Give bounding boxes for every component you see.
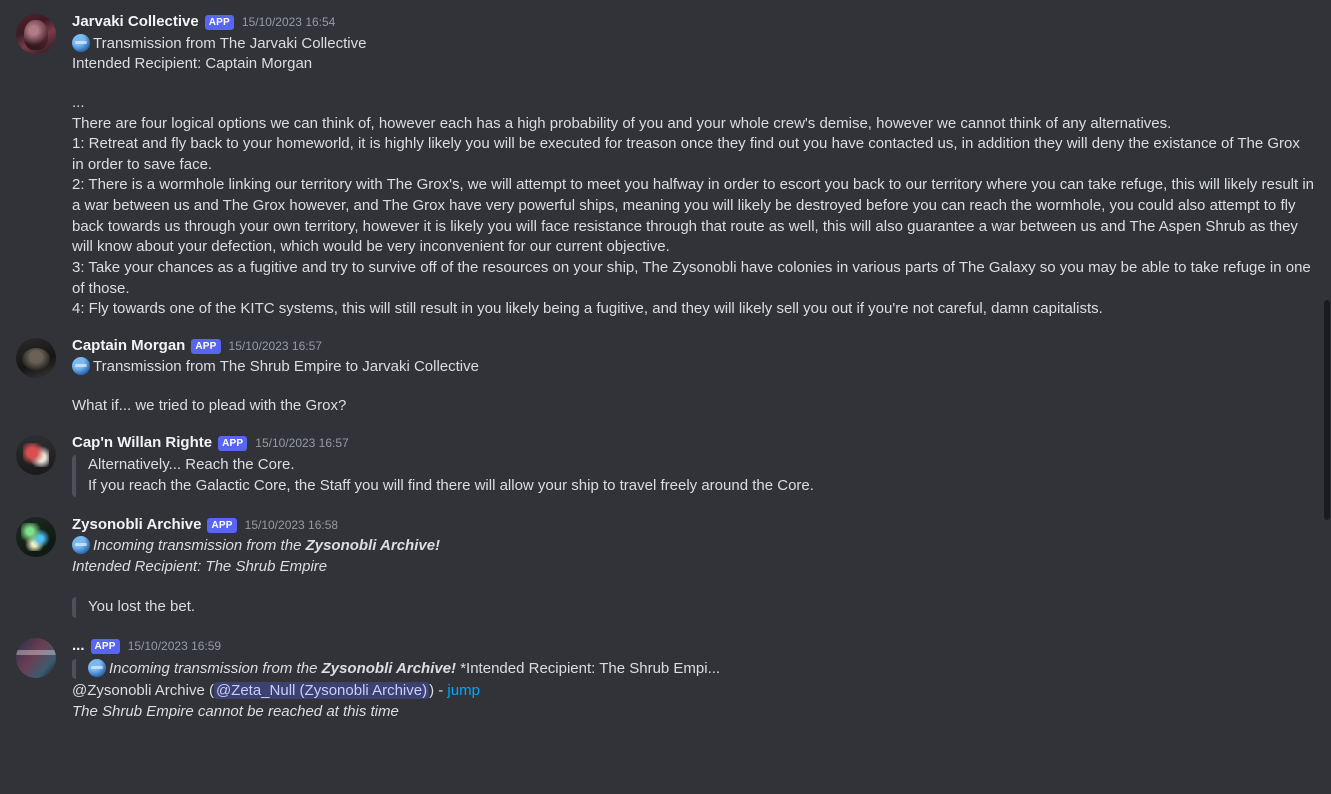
message-line: 2: There is a wormhole linking our territory with The Grox's, we will attempt to meet you halfway in order to escort you back to our territory where you can take refuge, this will likely result in a war between us and The Grox however, and The Grox have very powerful ships, meaning you will likely be destroyed before you can reach the wormhole, you could also attempt to fly back towards us through your own territory, however it is likely you will face resistance through that route as well, this will also guarantee a war between us and The Aspen Shrub as they will know about your defection, which would be very inconvenient for our current objective. <box>72 176 1319 256</box>
app-badge: APP <box>207 518 236 533</box>
reply-reference: @Zysonobli Archive ( @Zeta_Null (Zysonobli Archive) ) - jump <box>72 682 480 700</box>
message[interactable] <box>0 513 1331 623</box>
message-line: What if... we tried to plead with the Grox? <box>72 397 347 414</box>
message-timestamp: 15/10/2023 16:58 <box>244 517 339 532</box>
avatar[interactable] <box>16 435 56 475</box>
spacer <box>72 577 1315 595</box>
message-author[interactable]: ... <box>72 637 85 654</box>
message-line: Incoming transmission from the Zysonobli Archive! *Intended Recipient: The Shrub Empi... <box>88 659 1315 680</box>
message-author[interactable]: Captain Morgan <box>72 336 186 354</box>
message-line: Transmission from The Jarvaki Collective <box>72 34 1315 55</box>
globe-icon <box>72 357 90 375</box>
app-badge: APP <box>191 339 220 354</box>
message-line: 1: Retreat and fly back to your homeworld, it is highly likely you will be executed for treason once they find out you have contacted us, in addition they will deny the existance of The Grox in order to save face. <box>72 135 1305 173</box>
message-header <box>72 433 1315 454</box>
message-body <box>72 12 1319 320</box>
message-timestamp: 15/10/2023 16:57 <box>255 435 349 450</box>
message-line: 4: Fly towards one of the KITC systems, this will still result in you likely being a fugitive, and they will likely sell you out if you're not careful, damn capitalists. <box>72 300 1103 318</box>
spacer <box>72 378 1315 396</box>
message[interactable] <box>0 10 1331 322</box>
message-body <box>72 336 1315 417</box>
message-header <box>72 636 1315 657</box>
message-line: Transmission from The Shrub Empire to Jarvaki Collective <box>72 357 1315 378</box>
spacer <box>72 75 1315 93</box>
globe-icon <box>72 34 90 52</box>
app-badge: APP <box>205 15 234 30</box>
globe-icon <box>72 536 90 554</box>
message-timestamp: 15/10/2023 16:57 <box>228 338 322 353</box>
avatar[interactable] <box>16 638 56 678</box>
message-line: Intended Recipient: The Shrub Empire <box>72 557 328 575</box>
message-timestamp: 15/10/2023 16:59 <box>127 639 222 653</box>
avatar[interactable] <box>16 14 56 54</box>
message-line: If you reach the Galactic Core, the Staff you will find there will allow your ship to travel freely around the Core. <box>88 476 814 494</box>
message-body <box>72 636 1315 723</box>
message-line: There are four logical options we can think of, however each has a high probability of you and your whole crew's demise, however we cannot think of any alternatives. <box>72 114 1172 132</box>
jump-link[interactable]: jump <box>447 682 480 700</box>
globe-icon <box>88 659 106 677</box>
message-header <box>72 12 1315 33</box>
message-author[interactable]: Cap'n Willan Righte <box>72 433 213 451</box>
message-line: You lost the bet. <box>88 598 196 616</box>
message-line: ... <box>72 93 85 111</box>
message-timestamp: 15/10/2023 16:54 <box>241 15 336 29</box>
message-author[interactable]: Zysonobli Archive <box>72 515 202 533</box>
scrollbar[interactable] <box>1323 0 1331 794</box>
message-line: Intended Recipient: Captain Morgan <box>72 55 313 73</box>
message-header <box>72 515 1315 536</box>
message-line: Incoming transmission from the Zysonobli Archive! <box>72 536 1315 557</box>
scrollbar-thumb[interactable] <box>1324 300 1330 520</box>
message-header <box>72 336 1315 357</box>
message-line: Alternatively... Reach the Core. <box>88 456 295 474</box>
message[interactable] <box>0 634 1331 725</box>
blockquote <box>72 455 1315 496</box>
message[interactable] <box>0 334 1331 419</box>
app-badge: APP <box>218 436 247 451</box>
blockquote <box>72 597 1315 618</box>
message[interactable] <box>0 431 1331 501</box>
message-body <box>72 433 1315 499</box>
user-mention[interactable]: @Zeta_Null (Zysonobli Archive) <box>215 682 428 700</box>
message-body <box>72 515 1315 621</box>
app-badge: APP <box>91 639 120 654</box>
message-line: 3: Take your chances as a fugitive and try to survive off of the resources on your ship, The Zysonobli have colonies in various parts of The Galaxy so you may be able to take refuge in one of those. <box>72 258 1315 297</box>
avatar[interactable] <box>16 338 56 378</box>
message-author[interactable]: Jarvaki Collective <box>72 13 199 30</box>
blockquote <box>72 659 1315 680</box>
message-line: The Shrub Empire cannot be reached at this time <box>72 702 399 720</box>
avatar[interactable] <box>16 517 56 557</box>
